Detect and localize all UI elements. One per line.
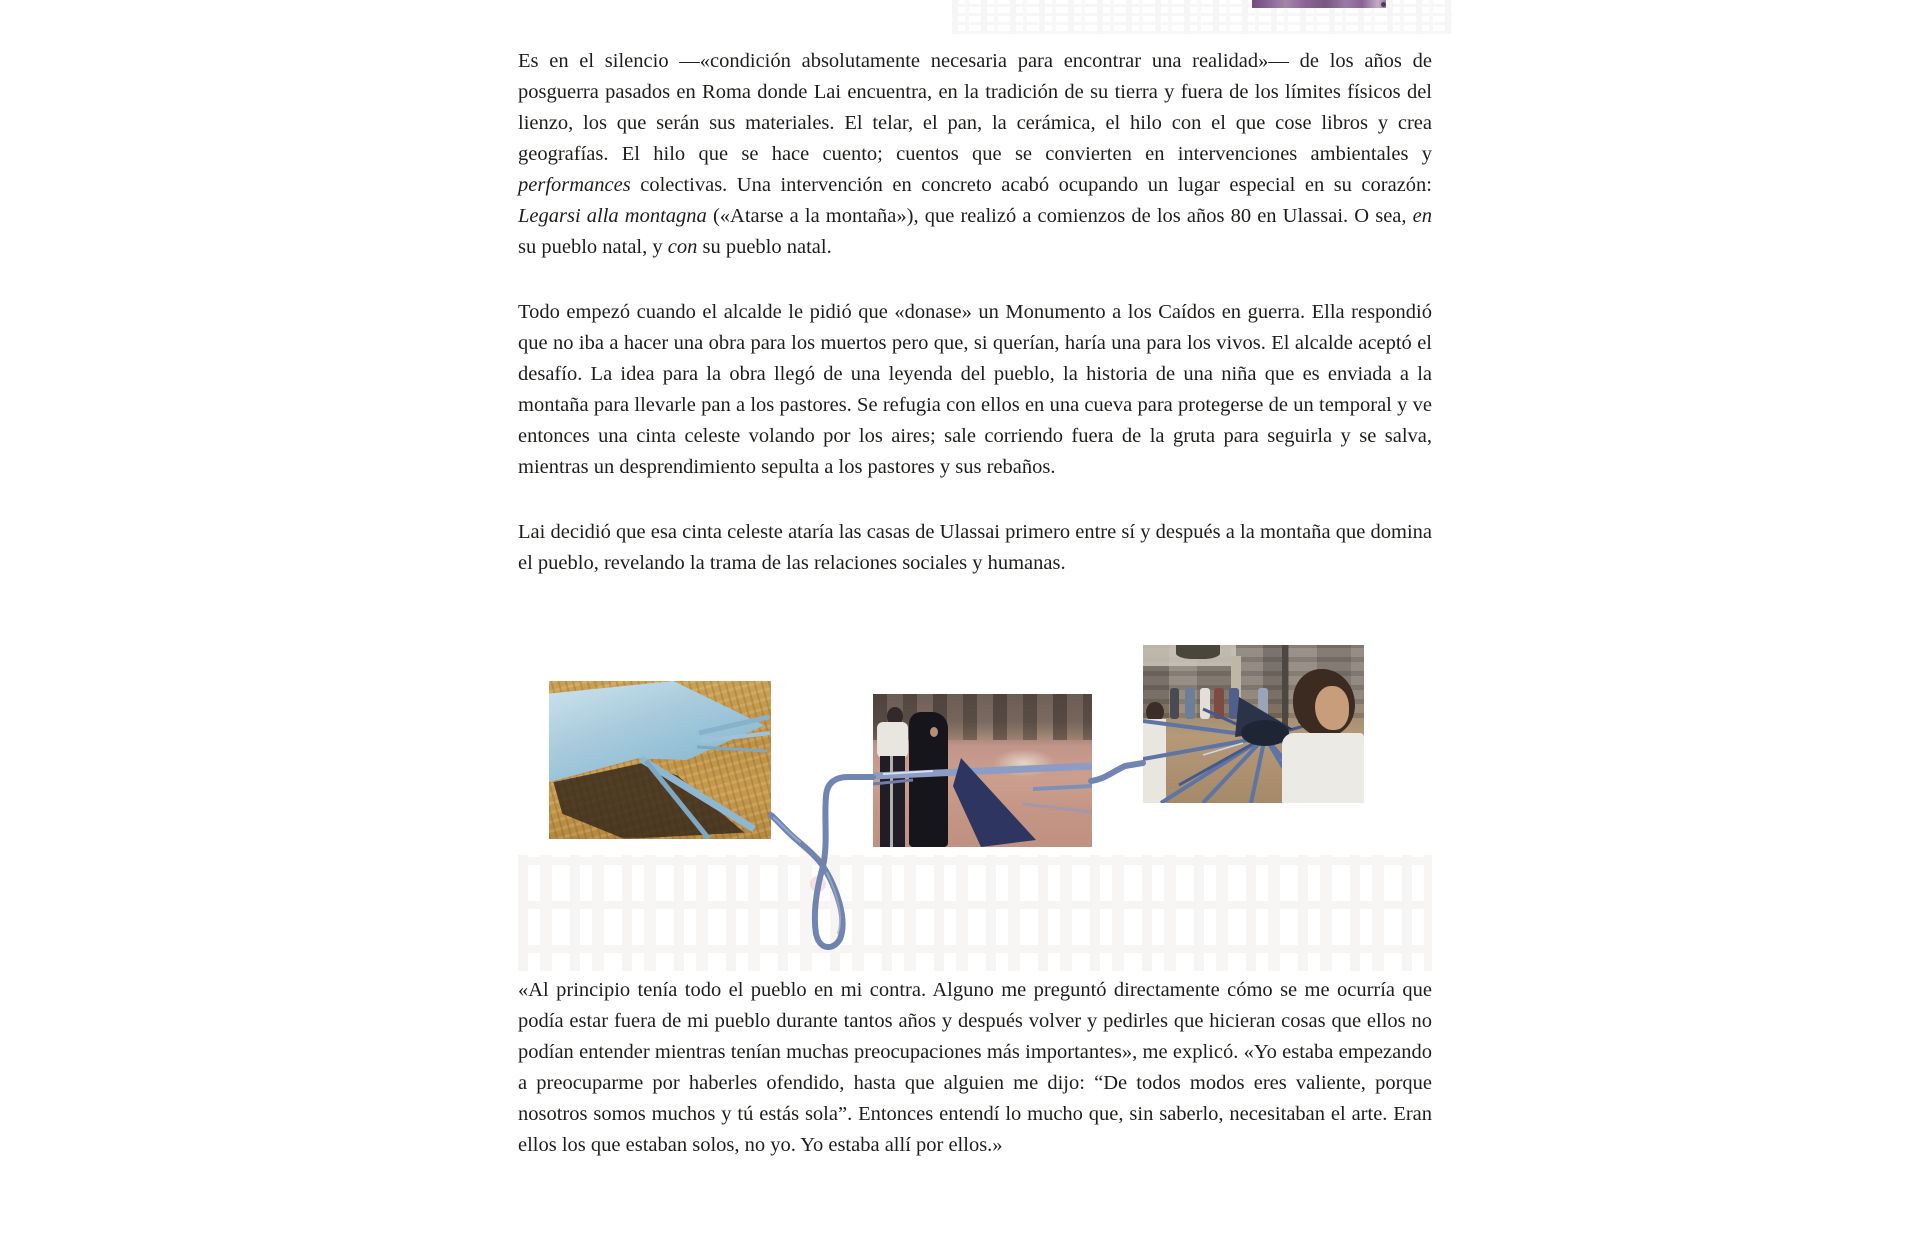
italic-text-run: en <box>1412 205 1433 227</box>
paragraph-cinta-celeste <box>518 517 1432 579</box>
italic-text-run: Legarsi alla montagna <box>518 205 707 227</box>
text-run: su pueblo natal, y <box>518 236 668 258</box>
text-run: («Atarse a la montaña»), que realizó a comienzos de los años 80 en Ulassai. O sea, <box>706 205 1413 227</box>
purple-image-fragment-dot <box>1381 2 1386 7</box>
italic-text-run: con <box>667 236 698 258</box>
article-body <box>518 46 1432 1161</box>
ribbon-photo-collage <box>518 629 1432 971</box>
text-run: colectivas. Una intervención en concreto acabó ocupando un lugar especial en su corazón: <box>630 174 1432 196</box>
text-run: «Al principio tenía todo el pueblo en mi contra. Alguno me preguntó directamente cómo se me ocurría que podía estar fuera de mi pueblo durante tantos años y después volver y pedirles que hicieran cosas que ellos no podían entender mientras tenían muchas preocupaciones más importantes», me explicó. «Yo estaba empezando a preocuparme por haberles ofendido, hasta que alguien me dijo: “De todos modos eres valiente, porque nosotros somos muchos y tú estás sola”. Entonces entendí lo mucho que, sin saberlo, necesitaban el arte. Eran ellos los que estaban solos, no yo. Yo estaba allí por ellos.» <box>518 979 1432 1156</box>
text-run: Es en el silencio —«condición absolutamente necesaria para encontrar una realidad»— de los años de posguerra pasados en Roma donde Lai encuentra, en la tradición de su tierra y fuera de los límites físicos del lienzo, los que serán sus materiales. El telar, el pan, la cerámica, el hilo con el que cose libros y crea geografías. El hilo que se hace cuento; cuentos que se convierten en intervenciones ambientales y <box>518 50 1432 165</box>
cord-right-path <box>1091 763 1143 781</box>
purple-image-fragment <box>1252 0 1386 8</box>
paragraph-monumento <box>518 297 1432 483</box>
text-run: Todo empezó cuando el alcalde le pidió que «donase» un Monumento a los Caídos en guerra. Ella respondió que no iba a hacer una obra para los muertos pero que, si querían, haría una para los vivos. El alcalde aceptó el desafío. La idea para la obra llegó de una leyenda del pueblo, la historia de una niña que es enviada a la montaña para llevarle pan a los pastores. Se refugia con ellos en una cueva para protegerse de un temporal y ve entonces una cinta celeste volando por los aires; sale corriendo fuera de la gruta para seguirla y se salva, mientras un desprendimiento sepulta a los pastores y sus rebaños. <box>518 301 1432 478</box>
paragraph-testimonio <box>518 975 1432 1161</box>
faded-ground-strip <box>518 855 1432 971</box>
italic-text-run: performances <box>518 174 631 196</box>
paragraph-silencio <box>518 46 1432 263</box>
text-run: su pueblo natal. <box>697 236 832 258</box>
text-run: Lai decidió que esa cinta celeste ataría las casas de Ulassai primero entre sí y después a la montaña que domina el pueblo, revelando la trama de las relaciones sociales y humanas. <box>518 521 1432 574</box>
